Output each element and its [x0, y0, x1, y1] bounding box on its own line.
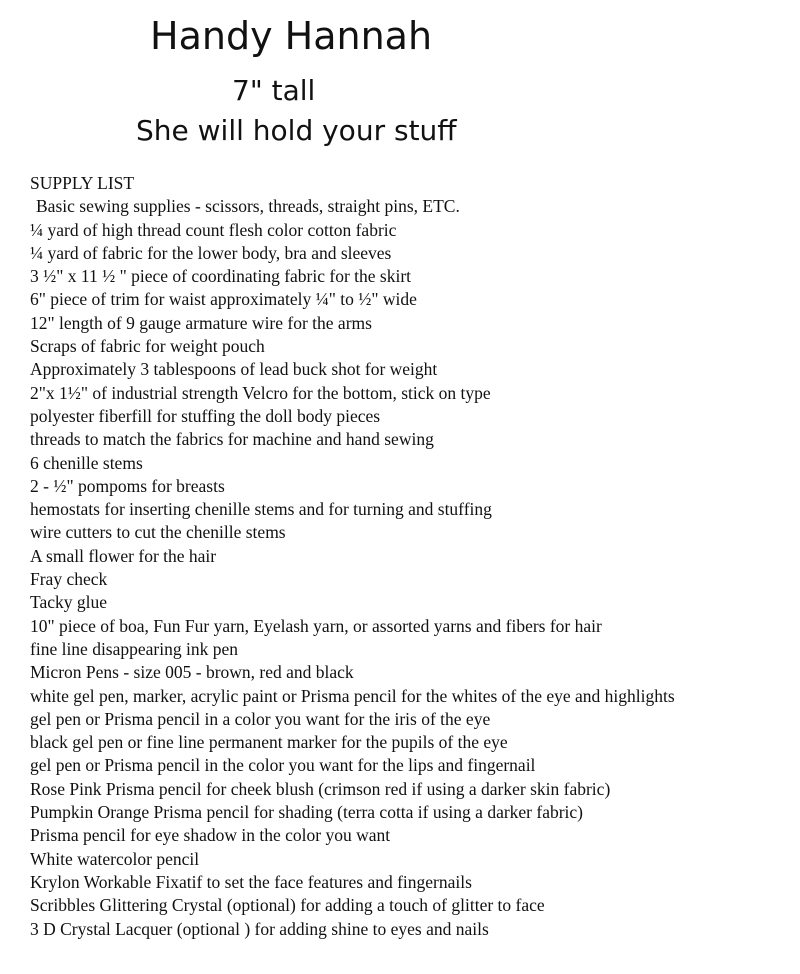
list-item: Scraps of fabric for weight pouch: [30, 336, 265, 357]
list-item: Basic sewing supplies - scissors, threads, straight pins, ETC.: [36, 196, 460, 217]
list-item: Krylon Workable Fixatif to set the face features and fingernails: [30, 871, 472, 892]
list-item: threads to match the fabrics for machine and hand sewing: [30, 429, 434, 450]
list-item: A small flower for the hair: [30, 545, 217, 566]
list-item: Prisma pencil for eye shadow in the color you want: [30, 825, 391, 846]
list-item: 2"x 1½" of industrial strength Velcro for the bottom, stick on type: [30, 382, 491, 403]
list-item: hemostats for inserting chenille stems and for turning and stuffing: [30, 499, 492, 520]
list-item: Approximately 3 tablespoons of lead buck shot for weight: [30, 359, 438, 380]
list-item: gel pen or Prisma pencil in a color you want for the iris of the eye: [30, 708, 491, 729]
list-item: ¼ yard of high thread count flesh color cotton fabric: [30, 219, 397, 240]
document-title: Handy Hannah: [150, 14, 433, 58]
supply-list-heading: SUPPLY LIST: [30, 173, 135, 193]
list-item: black gel pen or fine line permanent marker for the pupils of the eye: [30, 732, 508, 753]
list-item: white gel pen, marker, acrylic paint or Prisma pencil for the whites of the eye and highlights: [30, 685, 675, 706]
supply-list-items: [30, 195, 795, 941]
supply-list: [30, 172, 795, 941]
list-item: Micron Pens - size 005 - brown, red and black: [30, 662, 354, 683]
list-item: 6 chenille stems: [30, 452, 143, 473]
list-item: 3 D Crystal Lacquer (optional ) for adding shine to eyes and nails: [30, 918, 489, 939]
list-item: Rose Pink Prisma pencil for cheek blush (crimson red if using a darker skin fabric): [30, 778, 611, 799]
list-item: 12" length of 9 gauge armature wire for the arms: [30, 312, 372, 333]
list-item: Pumpkin Orange Prisma pencil for shading (terra cotta if using a darker fabric): [30, 802, 584, 823]
list-item: 10" piece of boa, Fun Fur yarn, Eyelash yarn, or assorted yarns and fibers for hair: [30, 615, 602, 636]
list-item: 6" piece of trim for waist approximately ¼" to ½" wide: [30, 289, 417, 310]
list-item: wire cutters to cut the chenille stems: [30, 522, 286, 543]
list-item: polyester fiberfill for stuffing the doll body pieces: [30, 405, 381, 426]
list-item: Tacky glue: [30, 592, 108, 613]
list-item: gel pen or Prisma pencil in the color you want for the lips and fingernail: [30, 755, 536, 776]
document-tagline: She will hold your stuff: [136, 114, 457, 147]
doll-height: 7" tall: [232, 74, 316, 107]
list-item: 2 - ½" pompoms for breasts: [30, 475, 225, 496]
list-item: Scribbles Glittering Crystal (optional) for adding a touch of glitter to face: [30, 895, 545, 916]
list-item: Fray check: [30, 569, 108, 590]
list-item: ¼ yard of fabric for the lower body, bra and sleeves: [30, 242, 392, 263]
list-item: fine line disappearing ink pen: [30, 638, 238, 659]
list-item: White watercolor pencil: [30, 848, 200, 869]
list-item: 3 ½" x 11 ½ " piece of coordinating fabric for the skirt: [30, 266, 412, 287]
